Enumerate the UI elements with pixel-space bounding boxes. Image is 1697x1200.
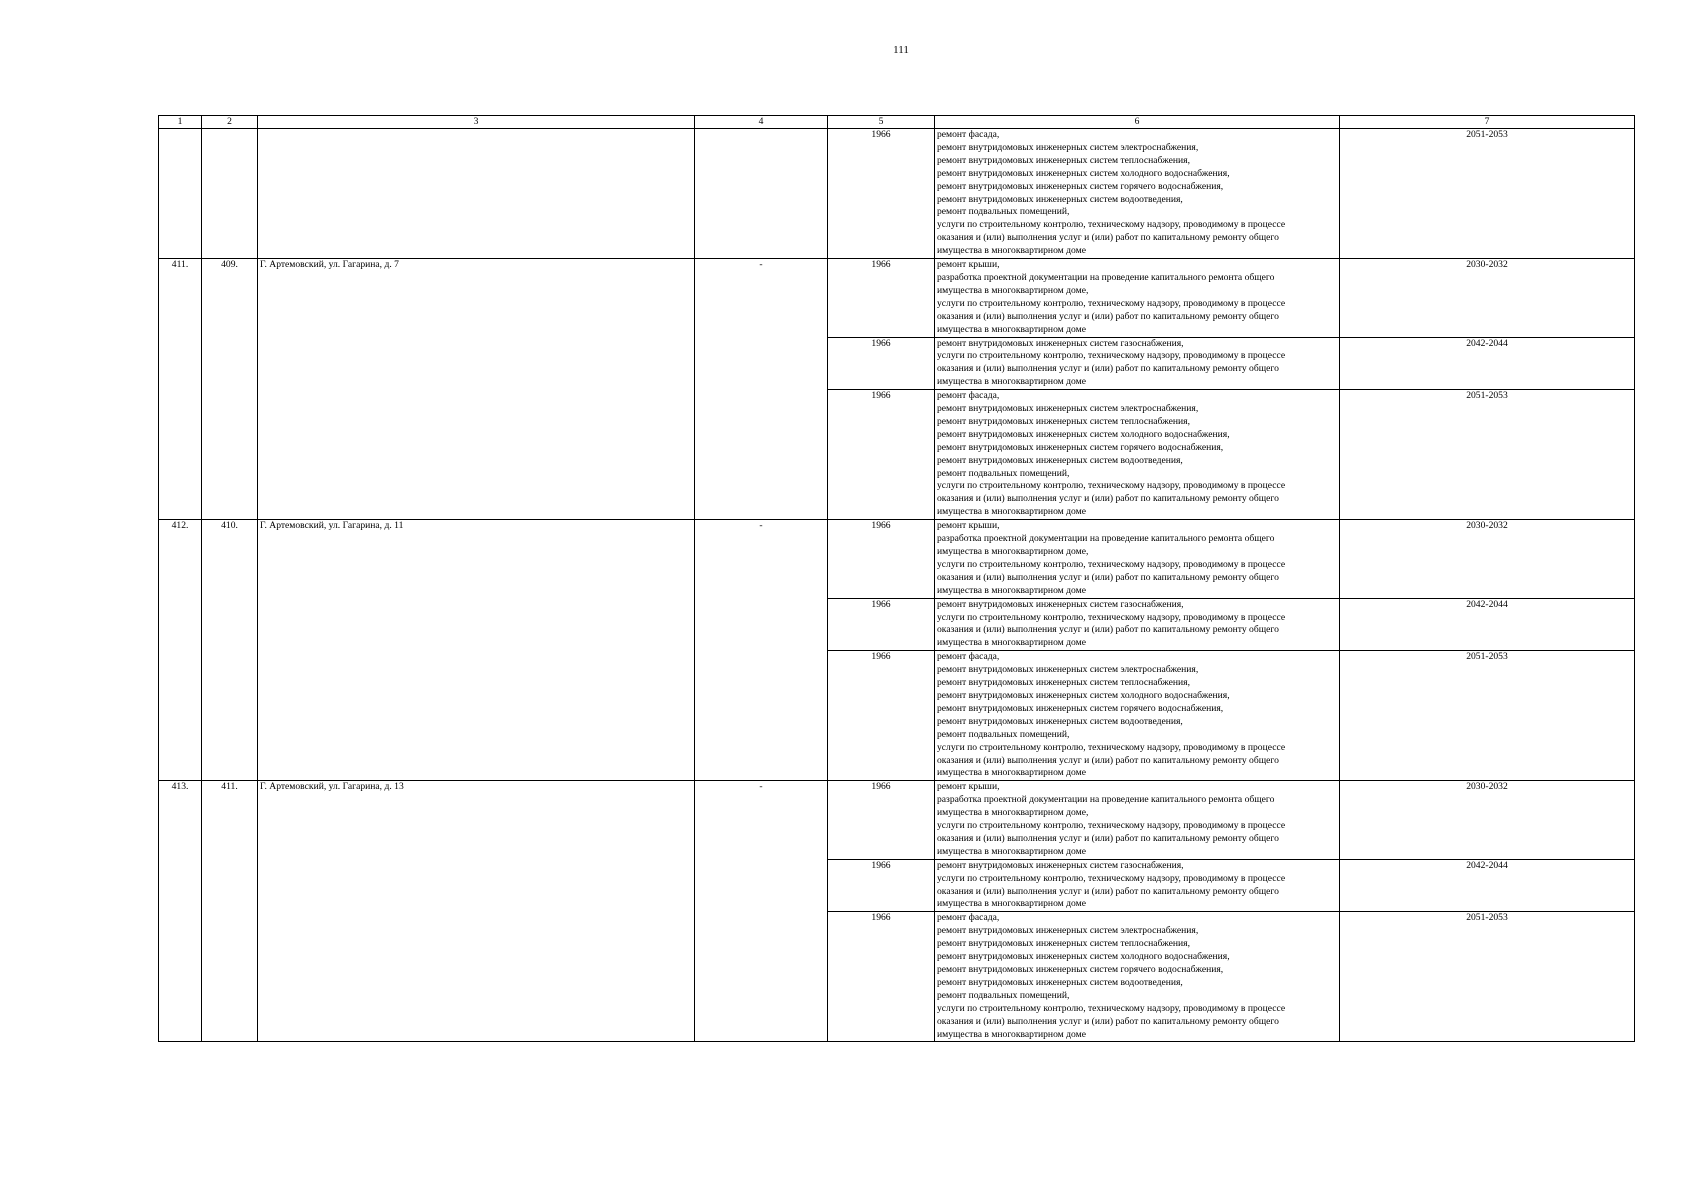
period-cell: 2051-2053 — [1340, 390, 1635, 520]
works-line: имущества в многоквартирном доме — [937, 323, 1086, 335]
works-line: имущества в многоквартирном доме — [937, 637, 1086, 649]
works-line: ремонт внутридомовых инженерных систем холодного водоснабжения, — [937, 167, 1230, 179]
works-line: ремонт внутридомовых инженерных систем холодного водоснабжения, — [937, 428, 1230, 440]
works-line: имущества в многоквартирном доме — [937, 1028, 1086, 1040]
works-line: услуги по строительному контролю, техническому надзору, проводимому в процессе — [937, 872, 1286, 884]
works-line: услуги по строительному контролю, техническому надзору, проводимому в процессе — [937, 1002, 1286, 1014]
page-number: 111 — [893, 44, 909, 56]
works-line: имущества в многоквартирном доме, — [937, 284, 1089, 296]
period-cell: 2042-2044 — [1340, 859, 1635, 912]
works-line: ремонт внутридомовых инженерных систем газоснабжения, — [937, 598, 1184, 610]
works-line: ремонт фасада, — [937, 129, 1000, 140]
works-line: ремонт внутридомовых инженерных систем электроснабжения, — [937, 141, 1199, 153]
works-line: ремонт подвальных помещений, — [937, 728, 1070, 740]
works-line: имущества в многоквартирном доме — [937, 376, 1086, 388]
works-cell — [935, 598, 1340, 651]
works-line: услуги по строительному контролю, техническому надзору, проводимому в процессе — [937, 297, 1286, 309]
works-line: услуги по строительному контролю, техническому надзору, проводимому в процессе — [937, 558, 1286, 570]
works-line: ремонт внутридомовых инженерных систем горячего водоснабжения, — [937, 702, 1224, 714]
year-cell: 1966 — [828, 259, 935, 337]
year-cell: 1966 — [828, 781, 935, 859]
works-line: имущества в многоквартирном доме, — [937, 546, 1089, 557]
works-line: оказания и (или) выполнения услуг и (или) работ по капитальному ремонту общего — [937, 493, 1279, 505]
works-line: оказания и (или) выполнения услуг и (или) работ по капитальному ремонту общего — [937, 571, 1279, 583]
works-cell — [935, 129, 1340, 259]
column-header: 1 — [159, 116, 202, 129]
works-line: оказания и (или) выполнения услуг и (или) работ по капитальному ремонту общего — [937, 754, 1279, 766]
column-header: 6 — [935, 116, 1340, 129]
works-line: услуги по строительному контролю, техническому надзору, проводимому в процессе — [937, 741, 1286, 753]
works-line: имущества в многоквартирном доме — [937, 767, 1086, 779]
works-line: ремонт внутридомовых инженерных систем водоотведения, — [937, 193, 1183, 205]
year-cell: 1966 — [828, 859, 935, 912]
works-line: ремонт внутридомовых инженерных систем электроснабжения, — [937, 925, 1199, 937]
works-line: имущества в многоквартирном доме — [937, 898, 1086, 910]
address-cell — [258, 129, 695, 259]
works-line: оказания и (или) выполнения услуг и (или) работ по капитальному ремонту общего — [937, 232, 1279, 244]
table-row — [159, 129, 1635, 259]
works-cell — [935, 337, 1340, 390]
works-line: ремонт внутридомовых инженерных систем горячего водоснабжения, — [937, 180, 1224, 192]
works-line: ремонт внутридомовых инженерных систем водоотведения, — [937, 976, 1183, 988]
note-cell: - — [695, 781, 828, 1042]
works-line: ремонт внутридомовых инженерных систем газоснабжения, — [937, 859, 1184, 871]
table-row — [159, 520, 1635, 598]
works-line: ремонт внутридомовых инженерных систем теплоснабжения, — [937, 154, 1190, 166]
works-cell — [935, 859, 1340, 912]
works-line: разработка проектной документации на проведение капитального ремонта общего — [937, 271, 1275, 283]
note-cell — [695, 129, 828, 259]
address-cell: Г. Артемовский, ул. Гагарина, д. 7 — [258, 259, 695, 520]
works-line: оказания и (или) выполнения услуг и (или) работ по капитальному ремонту общего — [937, 885, 1279, 897]
works-cell — [935, 781, 1340, 859]
works-line: оказания и (или) выполнения услуг и (или) работ по капитальному ремонту общего — [937, 832, 1279, 844]
year-cell: 1966 — [828, 912, 935, 1042]
year-cell: 1966 — [828, 598, 935, 651]
year-cell: 1966 — [828, 129, 935, 259]
row-id-cell: 411. — [202, 781, 258, 1042]
works-line: услуги по строительному контролю, техническому надзору, проводимому в процессе — [937, 820, 1286, 832]
works-line: ремонт внутридомовых инженерных систем теплоснабжения, — [937, 938, 1190, 950]
works-line: ремонт внутридомовых инженерных систем горячего водоснабжения, — [937, 964, 1224, 975]
row-number-cell: 411. — [159, 259, 202, 520]
row-id-cell: 409. — [202, 259, 258, 520]
works-cell — [935, 259, 1340, 337]
year-cell: 1966 — [828, 651, 935, 781]
works-line: ремонт внутридомовых инженерных систем газоснабжения, — [937, 337, 1184, 349]
works-line: услуги по строительному контролю, техническому надзору, проводимому в процессе — [937, 480, 1286, 492]
works-line: ремонт внутридомовых инженерных систем холодного водоснабжения, — [937, 689, 1230, 701]
works-line: разработка проектной документации на проведение капитального ремонта общего — [937, 533, 1275, 545]
works-line: услуги по строительному контролю, техническому надзору, проводимому в процессе — [937, 350, 1286, 362]
works-cell — [935, 520, 1340, 598]
column-header: 2 — [202, 116, 258, 129]
address-cell: Г. Артемовский, ул. Гагарина, д. 13 — [258, 781, 695, 1042]
works-line: разработка проектной документации на проведение капитального ремонта общего — [937, 794, 1275, 806]
works-line: ремонт крыши, — [937, 259, 1000, 271]
works-line: ремонт фасада, — [937, 651, 1000, 663]
row-number-cell — [159, 129, 202, 259]
repair-schedule-table — [158, 115, 1635, 1042]
works-line: имущества в многоквартирном доме — [937, 506, 1086, 518]
works-line: ремонт внутридомовых инженерных систем холодного водоснабжения, — [937, 951, 1230, 963]
row-number-cell: 412. — [159, 520, 202, 781]
works-line: ремонт внутридомовых инженерных систем электроснабжения, — [937, 664, 1199, 676]
works-line: ремонт фасада, — [937, 390, 1000, 402]
works-line: ремонт крыши, — [937, 520, 1000, 532]
works-line: оказания и (или) выполнения услуг и (или) работ по капитальному ремонту общего — [937, 1015, 1279, 1027]
column-header: 5 — [828, 116, 935, 129]
works-line: ремонт внутридомовых инженерных систем водоотведения, — [937, 454, 1183, 466]
year-cell: 1966 — [828, 390, 935, 520]
works-line: оказания и (или) выполнения услуг и (или) работ по капитальному ремонту общего — [937, 310, 1279, 322]
period-cell: 2030-2032 — [1340, 259, 1635, 337]
works-line: ремонт подвальных помещений, — [937, 989, 1070, 1001]
works-cell — [935, 912, 1340, 1042]
works-line: ремонт подвальных помещений, — [937, 467, 1070, 479]
row-id-cell: 410. — [202, 520, 258, 781]
period-cell: 2042-2044 — [1340, 598, 1635, 651]
row-number-cell: 413. — [159, 781, 202, 1042]
table-row — [159, 259, 1635, 337]
year-cell: 1966 — [828, 337, 935, 390]
column-header: 3 — [258, 116, 695, 129]
works-line: ремонт внутридомовых инженерных систем водоотведения, — [937, 715, 1183, 727]
works-cell — [935, 390, 1340, 520]
period-cell: 2051-2053 — [1340, 651, 1635, 781]
works-cell — [935, 651, 1340, 781]
period-cell: 2051-2053 — [1340, 912, 1635, 1042]
works-line: оказания и (или) выполнения услуг и (или) работ по капитальному ремонту общего — [937, 363, 1279, 375]
note-cell: - — [695, 259, 828, 520]
works-line: имущества в многоквартирном доме — [937, 245, 1086, 257]
works-line: ремонт внутридомовых инженерных систем теплоснабжения, — [937, 415, 1190, 427]
works-line: имущества в многоквартирном доме, — [937, 807, 1089, 819]
works-line: имущества в многоквартирном доме — [937, 845, 1086, 857]
column-header: 4 — [695, 116, 828, 129]
works-line: услуги по строительному контролю, техническому надзору, проводимому в процессе — [937, 611, 1286, 623]
note-cell: - — [695, 520, 828, 781]
column-number-row — [159, 116, 1635, 129]
works-line: ремонт внутридомовых инженерных систем горячего водоснабжения, — [937, 441, 1224, 453]
period-cell: 2042-2044 — [1340, 337, 1635, 390]
works-line: оказания и (или) выполнения услуг и (или) работ по капитальному ремонту общего — [937, 624, 1279, 636]
column-header: 7 — [1340, 116, 1635, 129]
year-cell: 1966 — [828, 520, 935, 598]
works-line: ремонт подвальных помещений, — [937, 206, 1070, 218]
works-line: ремонт фасада, — [937, 912, 1000, 924]
works-line: услуги по строительному контролю, техническому надзору, проводимому в процессе — [937, 219, 1286, 231]
works-line: имущества в многоквартирном доме — [937, 584, 1086, 596]
period-cell: 2030-2032 — [1340, 781, 1635, 859]
address-cell: Г. Артемовский, ул. Гагарина, д. 11 — [258, 520, 695, 781]
period-cell: 2030-2032 — [1340, 520, 1635, 598]
table-row — [159, 781, 1635, 859]
works-line: ремонт крыши, — [937, 781, 1000, 793]
period-cell: 2051-2053 — [1340, 129, 1635, 259]
works-line: ремонт внутридомовых инженерных систем электроснабжения, — [937, 403, 1199, 415]
works-line: ремонт внутридомовых инженерных систем теплоснабжения, — [937, 677, 1190, 689]
row-id-cell — [202, 129, 258, 259]
table-body — [159, 129, 1635, 1042]
